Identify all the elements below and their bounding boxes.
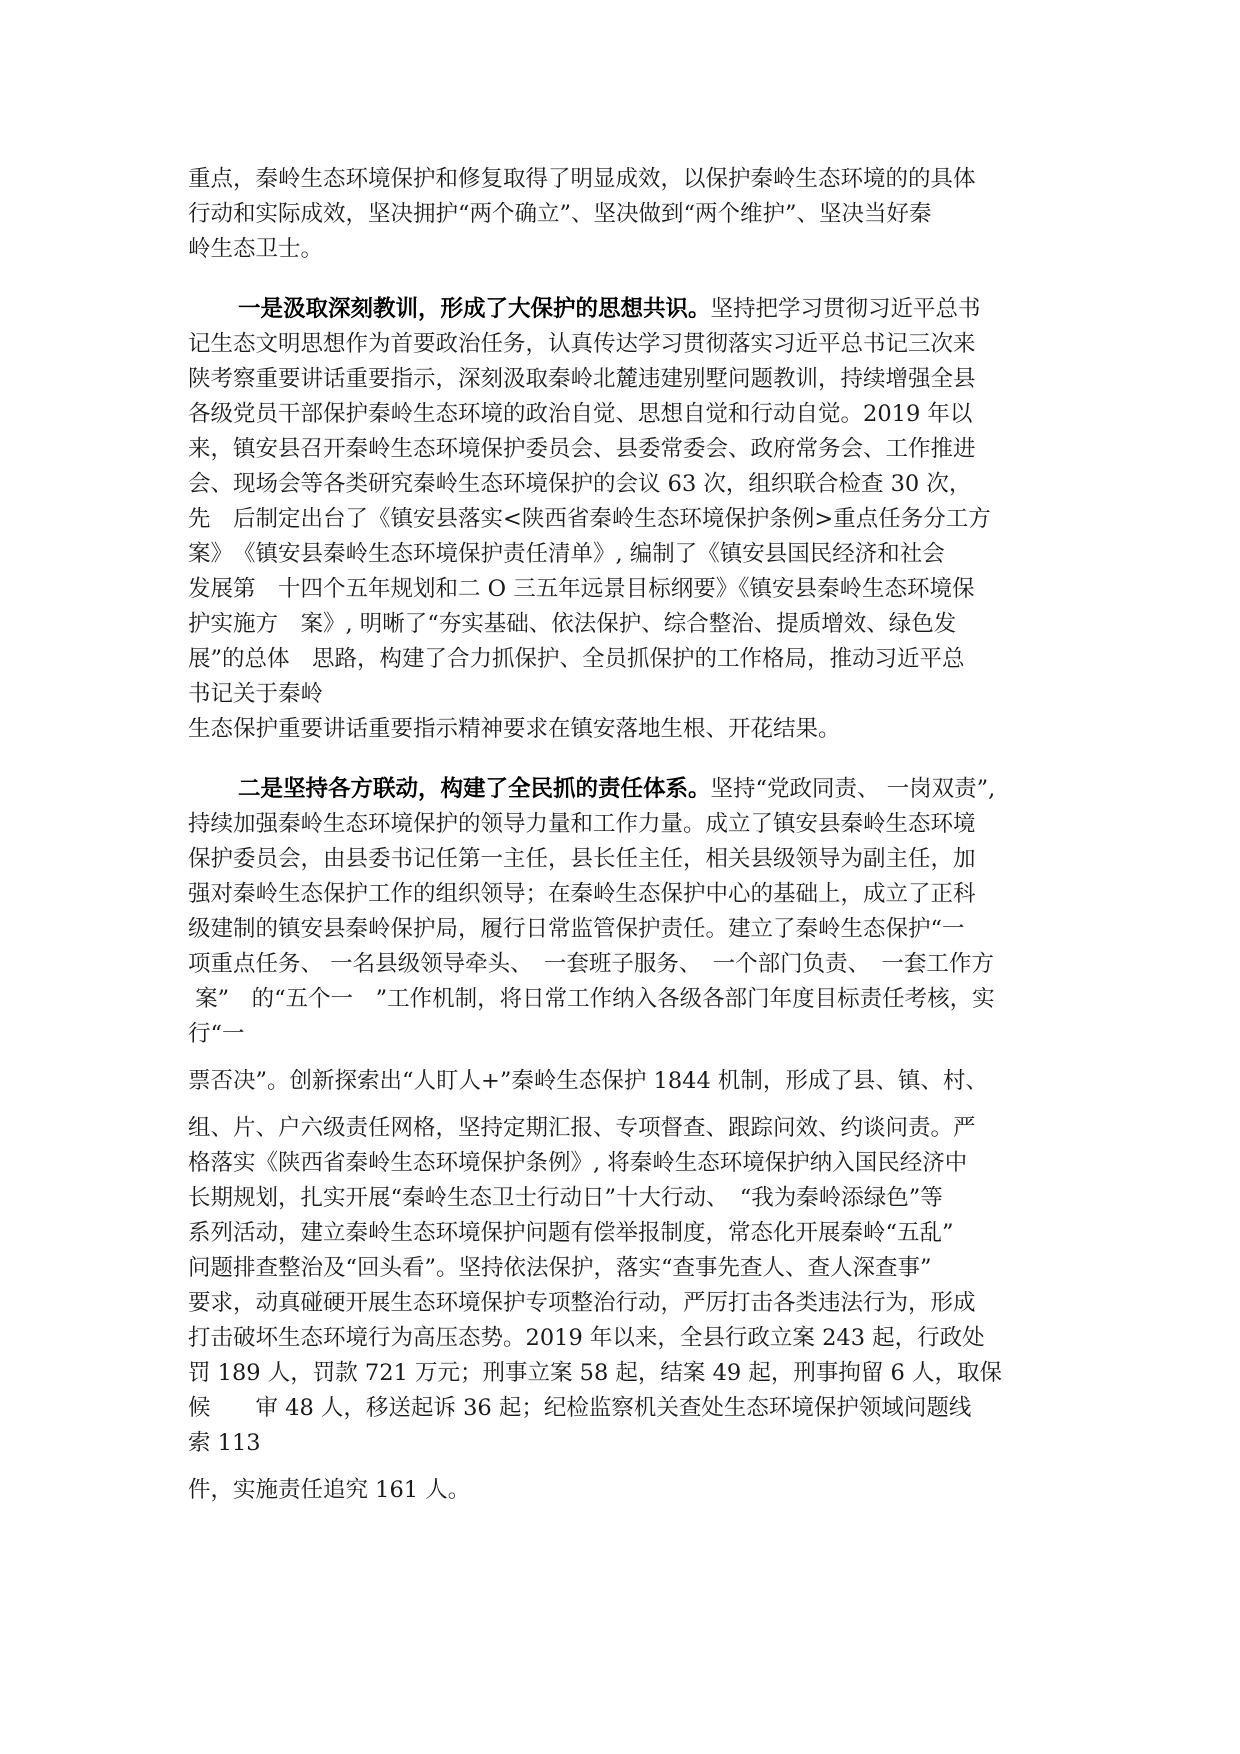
text-line: 格落实《陕西省秦岭生态环境保护条例》, 将秦岭生态环境保护纳入国民经济中 bbox=[188, 1150, 968, 1176]
text-line: 件，实施责任追究 161 人。 bbox=[188, 1477, 471, 1503]
text-line: 会、现场会等各类研究秦岭生态环境保护的会议 63 次，组织联合检查 30 次， bbox=[188, 471, 972, 497]
text-line: 先 后制定出台了《镇安县落实<陕西省秦岭生态环境保护条例>重点任务分工方 bbox=[188, 506, 991, 532]
text-line: 书记关于秦岭 bbox=[188, 681, 324, 707]
paragraph-two bbox=[188, 772, 1068, 1508]
text-line: 坚持“党政同责、 一岗双责”, bbox=[710, 776, 996, 802]
text-line: 记生态文明思想作为首要政治任务，认真传达学习贯彻落实习近平总书记三次来 bbox=[188, 331, 976, 357]
text-line: 陕考察重要讲话重要指示，深刻汲取秦岭北麓违建别墅问题教训，持续增强全县 bbox=[188, 366, 976, 392]
text-line: 问题排查整治及“回头看”。坚持依法保护，落实“查事先查人、查人深查事” bbox=[188, 1255, 932, 1281]
paragraph-intro bbox=[188, 162, 1068, 267]
text-line: 系列活动，建立秦岭生态环境保护问题有偿举报制度，常态化开展秦岭“五乱” bbox=[188, 1220, 954, 1246]
text-line: 发展第 十四个五年规划和二 O 三五年远景目标纲要》《镇安县秦岭生态环境保 bbox=[188, 576, 975, 602]
paragraph-one bbox=[188, 292, 1068, 747]
text-line: 生态保护重要讲话重要指示精神要求在镇安落地生根、开花结果。 bbox=[188, 716, 841, 742]
text-line: 展”的总体 思路，构建了合力抓保护、全员抓保护的工作格局，推动习近平总 bbox=[188, 646, 965, 672]
text-line: 索 113 bbox=[188, 1430, 261, 1456]
paragraph-heading: 二是坚持各方联动，构建了全民抓的责任体系。 bbox=[238, 776, 711, 802]
text-line: 行“一 bbox=[188, 1021, 245, 1047]
text-line: 打击破坏生态环境行为高压态势。2019 年以来，全县行政立案 243 起，行政处 bbox=[188, 1325, 985, 1351]
text-line: 各级党员干部保护秦岭生态环境的政治自觉、思想自觉和行动自觉。2019 年以 bbox=[188, 401, 973, 427]
text-line: 岭生态卫士。 bbox=[188, 236, 324, 262]
text-line: 票否决”。创新探索出“人盯人+”秦岭生态保护 1844 机制，形成了县、镇、村、 bbox=[188, 1068, 988, 1094]
text-line: 保护委员会，由县委书记任第一主任，县长任主任，相关县级领导为副主任，加 bbox=[188, 846, 976, 872]
text-line: 候 审 48 人，移送起诉 36 起；纪检监察机关查处生态环境保护领域问题线 bbox=[188, 1395, 972, 1421]
text-line: 要求，动真碰硬开展生态环境保护专项整治行动，严厉打击各类违法行为，形成 bbox=[188, 1290, 976, 1316]
text-line: 级建制的镇安县秦岭保护局，履行日常监管保护责任。建立了秦岭生态保护“一 bbox=[188, 916, 965, 942]
text-line: 项重点任务、 一名县级领导牵头、 一套班子服务、 一个部门负责、 一套工作方 bbox=[188, 951, 994, 977]
document-body bbox=[188, 162, 1068, 1508]
text-line: 案” 的“五个一 ”工作机制，将日常工作纳入各级各部门年度目标责任考核，实 bbox=[188, 986, 995, 1012]
text-line: 重点，秦岭生态环境保护和修复取得了明显成效，以保护秦岭生态环境的的具体 bbox=[188, 166, 976, 192]
text-line: 长期规划，扎实开展“秦岭生态卫士行动日”十大行动、 “我为秦岭添绿色”等 bbox=[188, 1185, 943, 1211]
text-line: 强对秦岭生态保护工作的组织领导；在秦岭生态保护中心的基础上，成立了正科 bbox=[188, 881, 976, 907]
text-line: 来，镇安县召开秦岭生态环境保护委员会、县委常委会、政府常务会、工作推进 bbox=[188, 436, 976, 462]
text-line: 罚 189 人，罚款 721 万元；刑事立案 58 起，结案 49 起，刑事拘留 6 人，取保 bbox=[188, 1360, 1002, 1386]
text-line: 坚持把学习贯彻习近平总书 bbox=[710, 296, 981, 322]
text-line: 护实施方 案》, 明晰了“夯实基础、依法保护、综合整治、提质增效、绿色发 bbox=[188, 611, 957, 637]
text-line: 行动和实际成效，坚决拥护“两个确立”、坚决做到“两个维护”、坚决当好秦 bbox=[188, 201, 932, 227]
paragraph-heading: 一是汲取深刻教训，形成了大保护的思想共识。 bbox=[238, 296, 711, 322]
paragraph-first-line bbox=[188, 772, 1068, 807]
text-line: 组、片、户六级责任网格，坚持定期汇报、专项督查、跟踪问效、约谈问责。严 bbox=[188, 1115, 976, 1141]
paragraph-first-line bbox=[188, 292, 1068, 327]
text-line: 持续加强秦岭生态环境保护的领导力量和工作力量。成立了镇安县秦岭生态环境 bbox=[188, 811, 976, 837]
text-line: 案》 《镇安县秦岭生态环境保护责任清单》, 编制了《镇安县国民经济和社会 bbox=[188, 541, 945, 567]
